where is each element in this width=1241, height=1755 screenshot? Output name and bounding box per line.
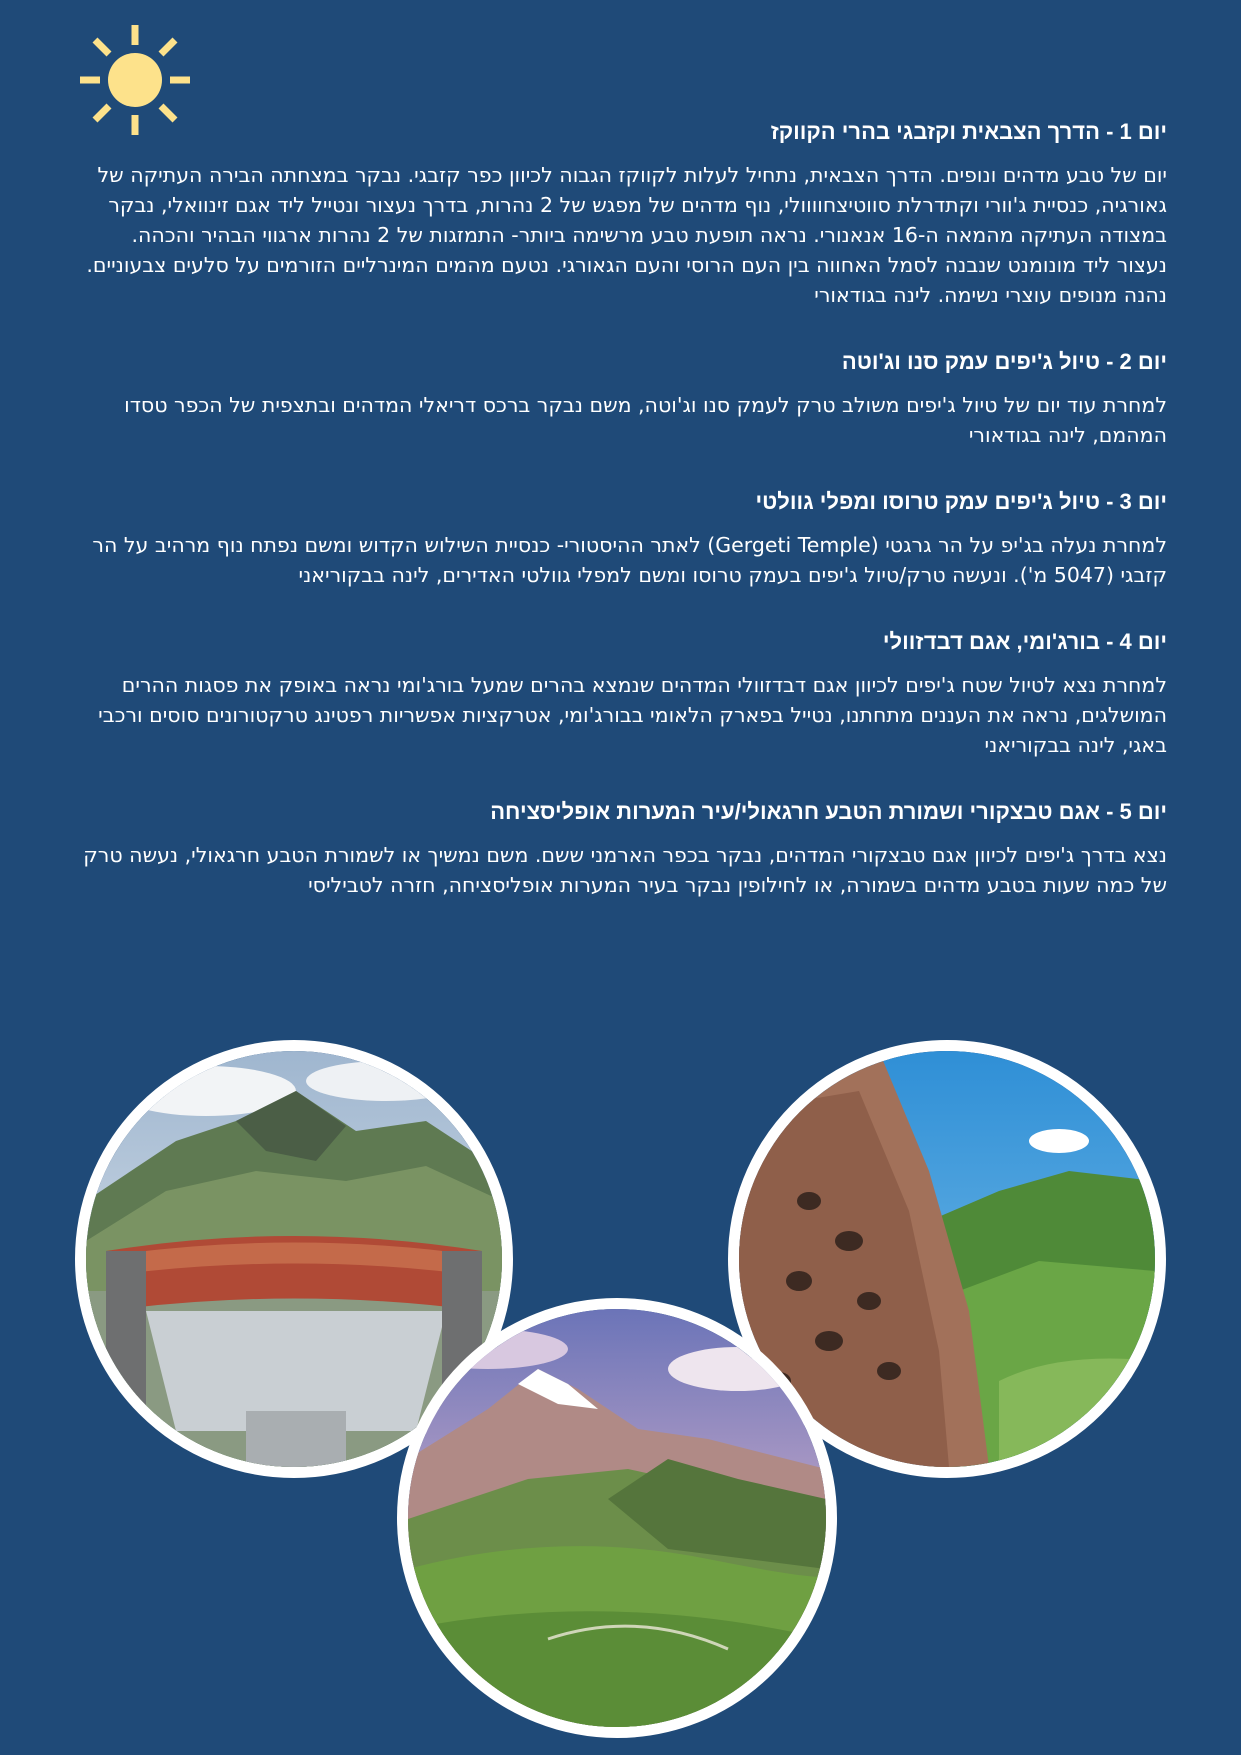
day-description: למחרת נעלה בג'יפ על הר גרגטי (Gergeti Temple) לאתר ההיסטורי- כנסיית השילוש הקדוש ומשם נפתח נוף מרהיב על הר קזבגי (5047 מ'). ונעשה טרק/טיול ג'יפים בעמק טרוסו ומשם למפלי גוולטי האדירים, לינה בבקוריאני: [92, 533, 1167, 587]
day-title: יום 1 - הדרך הצבאית וקזבגי בהרי הקווקז: [770, 119, 1167, 144]
day-section: [75, 348, 1167, 450]
photo-collage: [0, 1030, 1241, 1755]
day-title: יום 5 - אגם טבצקורי ושמורת הטבע חרגאולי/עיר המערות אופליסציחה: [490, 799, 1167, 824]
day-description: יום של טבע מדהים ונופים. הדרך הצבאית, נתחיל לעלות לקווקז הגבוה לכיוון כפר קזבגי. נבקר במצחתה הבירה העתיקה של גאורגיה, כנסיית ג'וורי וקתדרלת סווטיצחוווולי, נוף מדהים של מפגש של 2 נהרות, בדרך נעצור ונטייל ליד אגם זינוואלי, נבקר במצודה העתיקה מהמאה ה-16 אנאנורי. נראה תופעת טבע מרשימה ביותר- התמזגות של 2 נהרות ארגווי הבהיר והכהה. נעצור ליד מונומנט שנבנה לסמל האחווה בין העם הרוסי והעם הגאורגי. נטעם מהמים המינרליים הזורמים על סלעים צבעוניים. נהנה מנופים עוצרי נשימה. לינה בגודאורי: [86, 163, 1167, 307]
day-title: יום 2 - טיול ג'יפים עמק סנו וג'וטה: [841, 349, 1167, 374]
day-description: למחרת נצא לטיול שטח ג'יפים לכיוון אגם דבדזוולי המדהים שנמצא בהרים שמעל בורג'ומי נראה באופק את פסגות ההרים המושלגים, נראה את העננים מתחתנו, נטייל בפארק הלאומי בבורג'ומי, אטרקציות אפשריות רפטינג טרקטורונים סוסים ורכבי באגי, לינה בבקוריאני: [98, 673, 1167, 757]
day-section: [75, 798, 1167, 900]
day-section: [75, 488, 1167, 590]
day-title: יום 4 - בורג'ומי, אגם דבדזוולי: [882, 629, 1167, 654]
day-title: יום 3 - טיול ג'יפים עמק טרוסו ומפלי גוולטי: [755, 489, 1167, 514]
day-description: למחרת עוד יום של טיול ג'יפים משולב טרק לעמק סנו וג'וטה, משם נבקר ברכס דריאלי המדהים ובתצפית של הכפר טסדו המהמם, לינה בגודאורי: [124, 393, 1167, 447]
day-section: [75, 628, 1167, 760]
itinerary: [75, 118, 1167, 938]
day-description: נצא בדרך ג'יפים לכיוון אגם טבצקורי המדהים, נבקר בכפר הארמני ששם. משם נמשיך או לשמורת הטבע חרגאולי, נעשה טרק של כמה שעות בטבע מדהים בשמורה, או לחילופין נבקר בעיר המערות אופליסציחה, חזרה לטביליסי: [83, 843, 1167, 897]
mountain-photo: [397, 1298, 837, 1738]
day-section: [75, 118, 1167, 310]
